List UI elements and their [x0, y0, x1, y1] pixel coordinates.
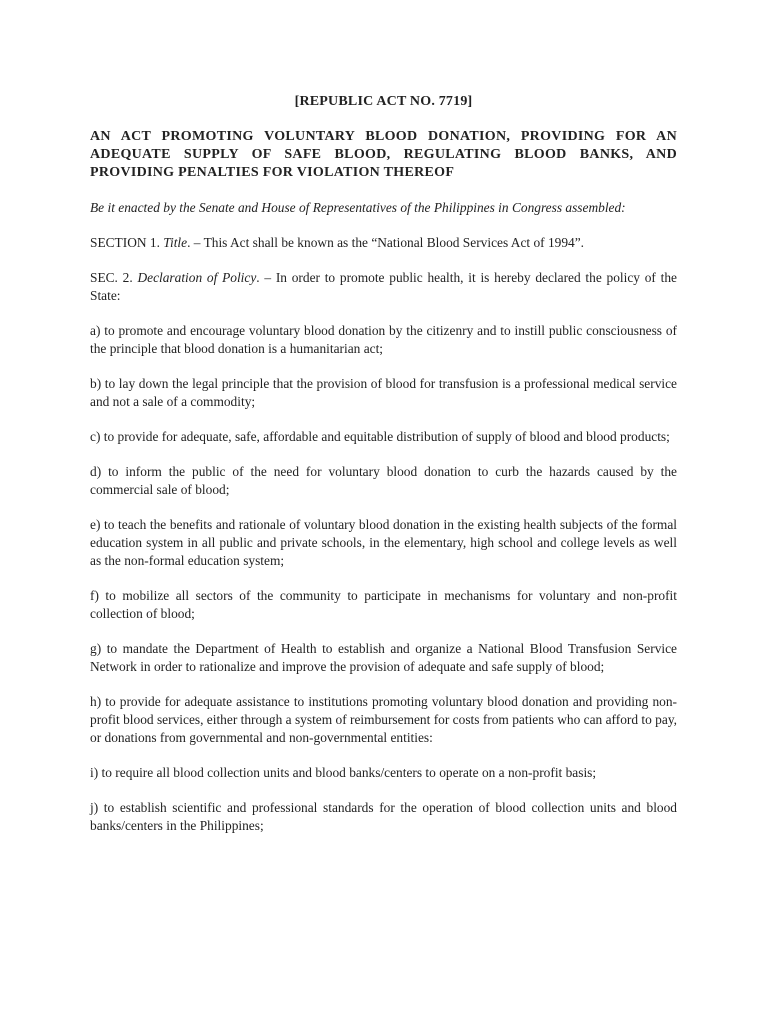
policy-item-e: e) to teach the benefits and rationale of voluntary blood donation in the existing health subjects of the formal education system in all public and private schools, in the elementary, high school and college levels as well as the non-formal education system; [90, 517, 677, 568]
policy-item-c: c) to provide for adequate, safe, affordable and equitable distribution of supply of blood and blood products; [90, 429, 670, 444]
section-1-text: . – This Act shall be known as the “National Blood Services Act of 1994”. [187, 235, 585, 250]
document-page [90, 94, 677, 852]
policy-item-f: f) to mobilize all sectors of the community to participate in mechanisms for voluntary and non-profit collection of blood; [90, 588, 677, 621]
act-number-heading: [REPUBLIC ACT NO. 7719] [294, 94, 473, 109]
section-2-heading: Declaration of Policy [137, 270, 257, 285]
section-1 [90, 234, 677, 252]
section-2-prefix: SEC. 2. [90, 270, 138, 285]
policy-item-g: g) to mandate the Department of Health to establish and organize a National Blood Transfusion Service Network in order to rationalize and improve the provision of adequate and safe supply of blood; [90, 641, 677, 674]
section-2-text: . – In order to promote public health, it is hereby declared the policy of the State: [90, 270, 677, 303]
policy-item-j: j) to establish scientific and professional standards for the operation of blood collection units and blood banks/centers in the Philippines; [90, 800, 677, 833]
policy-item-h: h) to provide for adequate assistance to institutions promoting voluntary blood donation and providing non-profit blood services, either through a system of reimbursement for costs from patients who can afford to pay, or donations from governmental and non-governmental entities: [90, 694, 677, 745]
policy-item-i: i) to require all blood collection units and blood banks/centers to operate on a non-profit basis; [90, 765, 597, 780]
section-1-prefix: SECTION 1. [90, 235, 164, 250]
policy-item-a: a) to promote and encourage voluntary blood donation by the citizenry and to instill public consciousness of the principle that blood donation is a humanitarian act; [90, 323, 677, 356]
enacting-clause: Be it enacted by the Senate and House of Representatives of the Philippines in Congress assembled: [90, 200, 626, 215]
section-1-heading: Title [163, 235, 188, 250]
section-2 [90, 269, 677, 305]
policy-item-d: d) to inform the public of the need for voluntary blood donation to curb the hazards caused by the commercial sale of blood; [90, 464, 677, 497]
act-title: AN ACT PROMOTING VOLUNTARY BLOOD DONATION, PROVIDING FOR AN ADEQUATE SUPPLY OF SAFE BLOOD, REGULATING BLOOD BANKS, AND PROVIDING PENALTIES FOR VIOLATION THEREOF [90, 129, 677, 180]
policy-item-b: b) to lay down the legal principle that the provision of blood for transfusion is a professional medical service and not a sale of a commodity; [90, 376, 677, 409]
